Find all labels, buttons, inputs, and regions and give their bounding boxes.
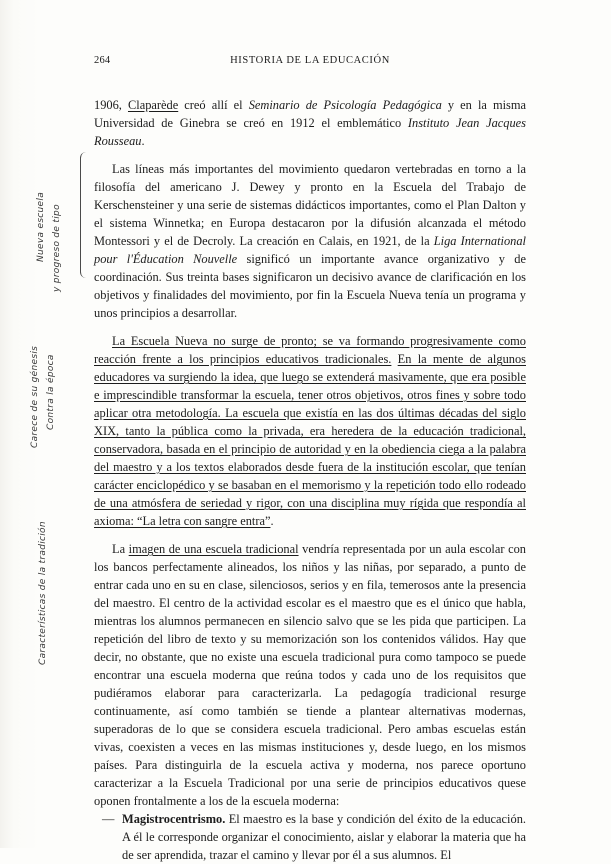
margin-note: Características de la tradición: [38, 521, 48, 665]
list-term: Magistrocentrismo.: [122, 812, 226, 826]
underlined-name: Claparède: [127, 98, 179, 112]
margin-bracket: [80, 152, 89, 278]
margin-note: Contra la época: [46, 354, 56, 430]
page-number: 264: [94, 55, 111, 66]
list-item: [94, 810, 526, 864]
paragraph: [94, 96, 526, 150]
underlined-text: La Escuela Nueva no surge de pronto; se va formando progresivamente como reacción frente a los principios educativos tradicionales.: [94, 334, 526, 366]
margin-note: y progreso de tipo: [52, 204, 62, 292]
running-title: HISTORIA DE LA EDUCACIÓN: [230, 55, 390, 66]
underlined-text: En la mente de algunos educadores va surgiendo la idea, que luego se extenderá masivamente, que era posible e imprescindible transformar la escuela, tener otros objetivos, otros fines y sobre todo aplicar otra metodología. La escuela que existía en las dos últimas décadas del siglo XIX, tanto la pública como la privada, era heredera de la educación tradicional, conservadora, basada en el principio de autoridad y en la obediencia ciega a la palabra del maestro y a los textos elaborados desde fuera de la institución escolar, que tenían carácter enciclopédico y se basaban en el memorismo y la repetición todo ello rodeado de una atmósfera de seriedad y rigor, con una disciplina muy rígida que respondía al axioma: “La letra con sangre entra”: [94, 352, 526, 528]
body-text: [94, 96, 526, 864]
italic-title: Liga International pour l'Éducation Nouvelle: [94, 234, 526, 266]
list-dash: —: [102, 812, 115, 826]
text-run: .: [270, 514, 274, 528]
text-run: Las líneas más importantes del movimiento quedaron vertebradas en torno a la filosofía del americano J. Dewey y pronto en la Escuela del Trabajo de Kerschensteiner y una serie de sistemas didácticos importantes, como el Plan Dalton y el sistema Winnetka; en Europa destacaron por la difusión alcanzada el método Montessori y el de Decroly. La creación en Calais, en 1921, de la: [94, 162, 526, 248]
italic-title: Seminario de Psicología Pedagógica: [248, 98, 442, 112]
text-run: creó allí el: [178, 98, 249, 112]
text-run: significó un importante avance organizativo y de coordinación. Sus treinta bases significaron un decisivo avance de clarificación en los objetivos y finalidades del movimiento, por fin la Escuela Nueva tenía un programa y unos principios a desarrollar.: [94, 252, 526, 320]
paragraph: [94, 540, 526, 810]
paragraph: [94, 332, 526, 530]
underlined-text: imagen de una escuela tradicional: [128, 542, 299, 556]
text-run: El maestro es la base y condición del éxito de la educación. A él le corresponde organizar el conocimiento, aislar y elaborar la materia que ha de ser aprendida, trazar el camino y llevar por él a sus alumnos. El: [122, 812, 526, 862]
text-run: .: [141, 134, 145, 148]
margin-note: Nueva escuela: [36, 191, 46, 262]
margin-note: Carece de su génesis: [30, 345, 40, 448]
italic-title: Instituto Jean Jacques Rousseau: [94, 116, 526, 148]
text-run: La: [112, 542, 129, 556]
text-run: vendría representada por un aula escolar con los bancos perfectamente alineados, los niños y las niñas, por separado, a punto de entrar cada uno en su en clase, silenciosos, serios y en fila, temerosos ante la presencia del maestro. El centro de la actividad escolar es el maestro que es el único que habla, mientras los alumnos permanecen en silencio salvo que se les pida que participen. La repetición del libro de texto y su memorización son los contenidos válidos. Hay que decir, no obstante, que no existe una escuela tradicional pura como tampoco se puede encontrar una escuela moderna que reúna todos y cada uno de los requisitos que pudiéramos elaborar para caracterizarla. La pedagogía tradicional resurge continuamente, así como también se tiende a plantear alternativas modernas, superadoras de lo que se considera escuela tradicional. Pero ambas escuelas están vivas, coexisten a veces en las mismas instituciones y, desde luego, en los mismos países. Para distinguirla de la escuela activa y moderna, nos parece oportuno caracterizar a la Escuela Tradicional por una serie de principios educativos quese oponen frontalmente a los de la escuela moderna:: [94, 542, 526, 808]
text-run: 1906,: [94, 98, 128, 112]
text-run: y en la misma Universidad de Ginebra se creó en 1912 el emblemático: [94, 98, 527, 130]
paragraph: [94, 160, 526, 322]
